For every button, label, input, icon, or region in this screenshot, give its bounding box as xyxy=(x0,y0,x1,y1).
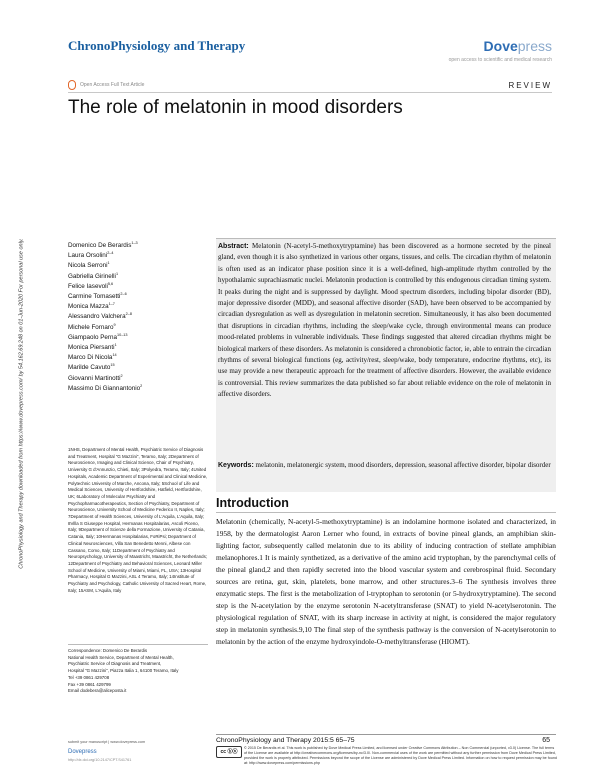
author-affiliation-sup: 5,6 xyxy=(107,281,114,286)
author-affiliation-sup: 2–6 xyxy=(120,291,127,296)
page-number: 65 xyxy=(542,737,550,744)
correspondence-line: Psychiatric Service of Diagnosis and Treatment, xyxy=(68,661,162,667)
author-affiliation-sup: 14 xyxy=(112,353,117,358)
author-affiliation-sup: 1 xyxy=(107,261,110,266)
submit-link[interactable]: submit your manuscript | www.dovepress.com xyxy=(68,740,146,744)
author-name xyxy=(68,302,208,312)
author-affiliation-sup: 9 xyxy=(113,322,116,327)
correspondence-line: Email dodebera@aliceposta.it xyxy=(68,688,127,694)
author-affiliation-sup: 1–7 xyxy=(108,302,115,307)
open-access-text: Open Access Full Text Article xyxy=(80,82,145,88)
author-name-text: Massimo Di Giannantonio xyxy=(68,384,141,392)
keywords-text: melatonin, melatonergic system, mood disorders, depression, seasonal affective disorder, bipolar disorder xyxy=(253,461,551,469)
author-name-text: Laura Orsolini xyxy=(68,252,108,260)
keywords-label: Keywords: xyxy=(218,462,254,469)
author-name xyxy=(68,292,208,302)
author-name xyxy=(68,282,208,292)
author-name xyxy=(68,343,208,353)
article-title: The role of melatonin in mood disorders xyxy=(68,97,403,118)
abstract xyxy=(218,241,551,401)
author-name-text: Marco Di Nicola xyxy=(68,354,113,362)
author-name xyxy=(68,363,208,373)
footer-citation: ChronoPhysiology and Therapy 2015:5 65–75 xyxy=(216,737,355,744)
author-name xyxy=(68,323,208,333)
correspondence-line: Fax +39 0861 429799 xyxy=(68,681,111,687)
introduction-text: Melatonin (chemically, N-acetyl-5-methoxytryptamine) is an indolamine hormone isolated and characterized, in 1958, by the dermatologist Aaron Lerner who found, in extracts of bovine pineal glands, an amphibian skin-lighting factor, subsequently called melatonin due to its ability of inducing contraction of stellate amphibian melanophores.1 It is mainly synthetized, as a derivative of the amino acid tryptophan, by the parenchymal cells of the pineal gland,2 and then rapidly secreted into the blood vascular system and cerebrospinal fluid. Secondary sources are retina, gut, skin, platelets, bone marrow, and other structures.3–6 The synthesis involves three enzymatic steps. The first is the metabolization of l-tryptophan to serotonin (or 5-hydroxytryptamine). The second step is the N-acetylation by the enzyme serotonin N-acetyltransferase (SNAT) to yield N-acetylserotonin. The physiological regulation of SNAT, with its sharp increase in activity at night, is considered the major regulatory step in melatonin synthesis.9,10 The final step of the synthesis pathway is the conversion of N-acetylserotonin to melatonin by the action of the enzyme hydroxyindole-O-methyltransferase (HIOMT). xyxy=(216,517,556,646)
sidebar-note: ChronoPhysiology and Therapy downloaded from https://www.dovepress.com/ by 54.162.69.248 on 01-Jun-2020 For personal use only. xyxy=(18,238,25,569)
author-name-text: Domenico De Berardis xyxy=(68,242,132,249)
creative-commons-icon[interactable]: cc ⓑⓝ xyxy=(216,746,242,758)
author-name-text: Marilde Cavuto xyxy=(68,364,111,372)
doi-link[interactable]: http://dx.doi.org/10.2147/CPT.S41761 xyxy=(68,758,132,762)
footer-divider xyxy=(216,734,556,735)
author-affiliation-sup: 2 xyxy=(140,383,143,388)
author-name-text: Giovanni Martinotti xyxy=(68,374,121,382)
author-affiliation-sup: 10–13 xyxy=(117,332,128,337)
author-affiliation-sup: 1 xyxy=(114,342,117,347)
publisher-bold: Dove xyxy=(483,38,518,54)
correspondence-line: Correspondence: Domenico De Berardis xyxy=(68,648,148,653)
download-sidebar xyxy=(2,120,25,680)
author-name-text: Giampaolo Perna xyxy=(68,333,118,341)
author-affiliation-sup: 2–4 xyxy=(107,251,114,256)
author-name xyxy=(68,384,208,394)
correspondence-line: National Health Service, Department of Mental Health, xyxy=(68,654,174,660)
author-name-text: Alessandro Valchera xyxy=(68,313,126,321)
author-name-text: Monica Piersanti xyxy=(68,344,115,352)
author-name xyxy=(68,251,208,261)
author-name-text: Nicola Serroni xyxy=(68,262,108,270)
author-affiliation-sup: 15 xyxy=(110,363,115,368)
open-access-lock-icon xyxy=(68,80,76,90)
introduction-heading: Introduction xyxy=(216,496,289,510)
journal-name[interactable]: ChronoPhysiology and Therapy xyxy=(68,38,246,53)
abstract-label: Abstract: xyxy=(218,243,249,250)
author-name xyxy=(68,272,208,282)
keywords xyxy=(218,460,551,471)
author-list xyxy=(68,241,208,394)
footer-dovepress[interactable]: Dovepress xyxy=(68,749,97,755)
author-name xyxy=(68,312,208,322)
header-divider xyxy=(68,92,552,93)
author-affiliation-sup: 1 xyxy=(115,271,119,276)
open-access-label xyxy=(68,80,144,90)
license-text: © 2015 De Berardis et al. This work is published by Dove Medical Press Limited, and licensed under Creative Commons Attribution – Non Commercial (unported, v3.0) License. The full terms of the License are available at http://creativecommons.org/licenses/by-nc/3.0/. Non-commercial uses of the work are permitted without any further permission from Dove Medical Press Limited, provided the work is properly attributed. Permissions beyond the scope of the License are administered by Dove Medical Press Limited. Information on how to request permission may be found at: http://www.dovepress.com/permissions.php xyxy=(244,746,557,765)
correspondence-line: Hospital "G Mazzini", Piazza Italia 1, 64100 Teramo, Italy xyxy=(68,668,179,674)
correspondence-divider xyxy=(68,644,208,645)
author-name-text: Monica Mazza xyxy=(68,303,109,311)
publisher-logo[interactable] xyxy=(484,38,552,54)
author-name xyxy=(68,333,208,343)
correspondence xyxy=(68,648,208,695)
abstract-text: Melatonin (N-acetyl-5-methoxytryptamine) has been discovered as a hormone secreted by the pineal gland, even though it is also synthetized in various other organs, tissues, and cells. The circadian rhythm of melatonin is often used as an indicator phase position since it is a well-defined, high-amplitude rhythm controlled by the hypothalamic suprachiasmatic nuclei. Melatonin production is controlled by this endogenous circadian timing system. It peaks during the night and is suppressed by daylight. Mood spectrum disorders, including bipolar disorder (BD), major depressive disorder (MDD), and seasonal affective disorder (SAD), have been observed to be accompanied by circadian dysregulation as well as dysregulation in melatonin secretion. Simultaneously, it has also been documented that disruptions in circadian rhythms, including the sleep/wake cycle, through environmental means can produce mood-related problems in vulnerable individuals. These findings suggested that altered circadian rhythms might be biological markers of these disorders. As melatonin is considered a chronobiotic factor, ie, able to entrain the circadian rhythms of several biological functions (eg, activity/rest, sleep/wake, body temperature, endocrine rhythms, etc), its use may provide a new therapeutic approach for the treatment of affective disorders. However, the available evidence is controversial. This review summarizes the data published so far about reliable evidence on the role of melatonin in affective disorders. xyxy=(218,242,551,399)
author-name-text: Felice Iasevoli xyxy=(68,282,108,290)
affiliations: 1NHS, Department of Mental Health, Psychiatric Service of Diagnosis and Treatment, Hospital "G Mazzini", Teramo, Italy; 2Department of Neuroscience, Imaging and Clinical Science, Chair of Psychiatry, University G d'Annunzio, Chieti, Italy; 3Polyedra, Teramo, Italy; 4United Hospitals, Academic Department of Experimental and Clinical Medicine, Polytechnic University of Marche, Ancona, Italy; 5School of Life and Medical Sciences, University of Hertfordshire, Hatfield, Hertfordshire, UK; 6Laboratory of Molecular Psychiatry and Psychopharmacotherapeutics, Section of Psychiatry, Department of Neuroscience, University School of Medicine Federico II, Naples, Italy; 7Department of Health Sciences, University of L'Aquila, L'Aquila, Italy; 8Villa S Giuseppe Hospital, Hermanas Hospitalarias, Ascoli Piceno, Italy; 9Department of Scienze della Formazione, University of Catania, Catania, Italy; 10Hermanas Hospitalarias, FoRiPsi; Department of Clinical Neurosciences, Villa San Benedetto Menni, Albese con Cassano, Como, Italy; 11Department of Psychiatry and Neuropsychology, University of Maastricht, Maastricht, the Netherlands; 12Department of Psychiatry and Behavioral Sciences, Leonard Miller School of Medicine, University of Miami, Miami, FL, USA; 13Hospital Pharmacy, Hospital G Mazzini, ASL 4 Teramo, Italy; 14Institute of Psychiatry and Psychology, Catholic University of Sacred Heart, Rome, Italy; 15ASM, L'Aquila, Italy xyxy=(68,447,208,593)
article-type: REVIEW xyxy=(508,81,552,90)
author-affiliation-sup: 1–3 xyxy=(131,240,138,245)
correspondence-line: Tel +39 0861 429708 xyxy=(68,674,110,680)
author-name-text: Michele Fornaro xyxy=(68,323,114,331)
introduction-divider xyxy=(216,512,556,513)
author-name xyxy=(68,374,208,384)
author-affiliation-sup: 2–8 xyxy=(125,312,132,317)
author-name-text: Gabriella Girinelli xyxy=(68,272,116,280)
author-name xyxy=(68,353,208,363)
publisher-tagline: open access to scientific and medical research xyxy=(448,57,552,63)
author-name-text: Carmine Tomasetti xyxy=(68,293,121,301)
author-affiliation-sup: 2 xyxy=(120,373,123,378)
author-name xyxy=(68,241,208,251)
publisher-light: press xyxy=(517,38,552,54)
author-name xyxy=(68,261,208,271)
